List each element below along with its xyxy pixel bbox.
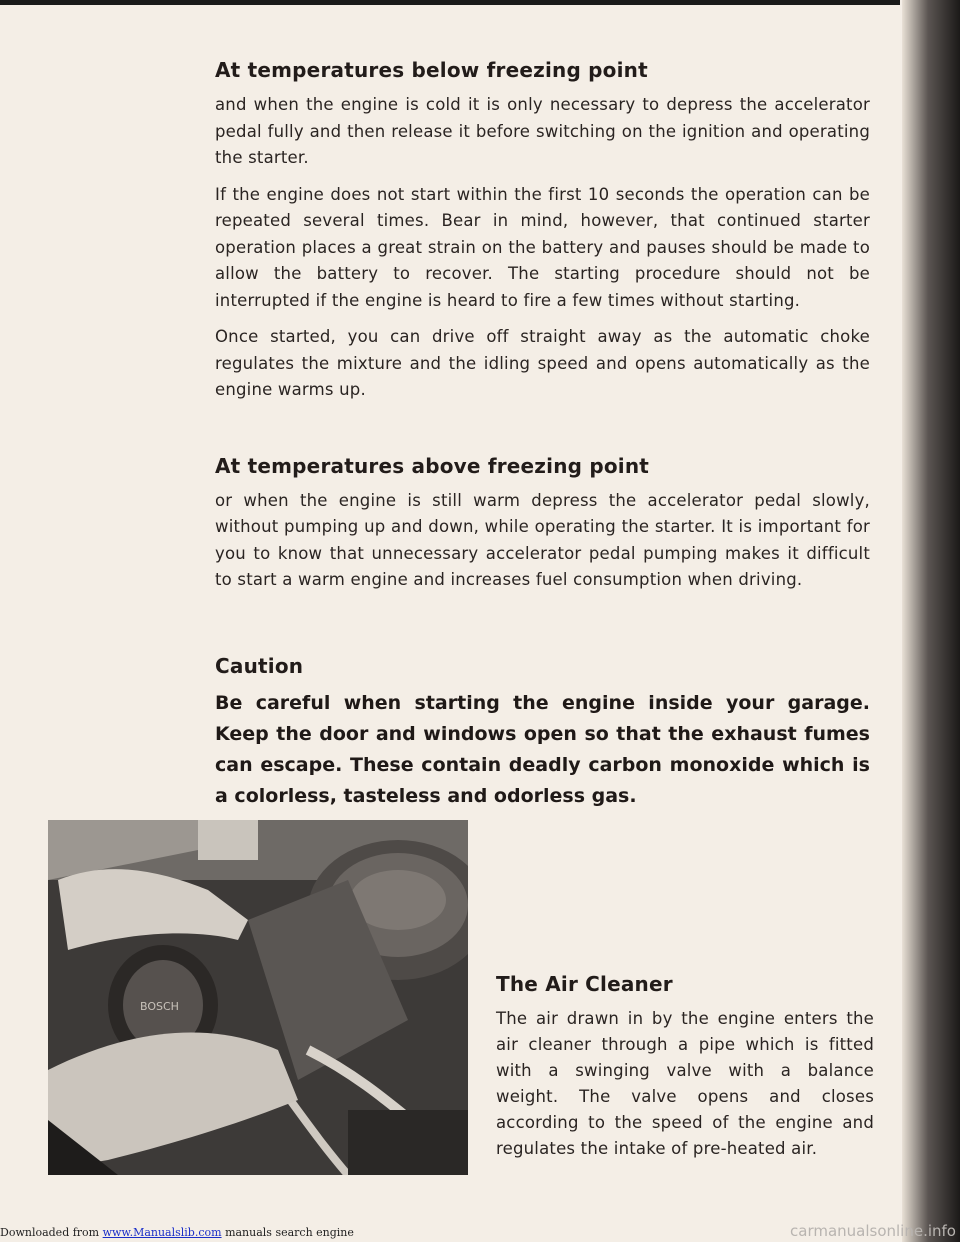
caution-warning-text: Be careful when starting the engine inside your garage. Keep the door and windows open so that the exhaust fumes can escape. These contain deadly carbon monoxide which is a colorless, tasteless and odorless gas. xyxy=(215,691,870,807)
paragraph-above-freezing: or when the engine is still warm depress the accelerator pedal slowly, without pumping up and down, while operating the starter. It is important for you to know that unnecessary accelerator pedal pumping makes it difficult to start a warm engine and increases fuel consumption when driving. xyxy=(215,490,870,589)
page-content xyxy=(215,58,870,812)
air-cleaner-description: The air drawn in by the engine enters the air cleaner through a pipe which is fitted with a swinging valve with a balance weight. The valve opens and closes according to the speed of the engine and regulates the intake of pre-heated air. xyxy=(496,1009,874,1158)
heading-air-cleaner: The Air Cleaner xyxy=(496,972,673,996)
air-cleaner-section xyxy=(496,972,874,1162)
manualslib-link[interactable]: www.Manualslib.com xyxy=(102,1226,222,1239)
bosch-label: BOSCH xyxy=(140,1000,179,1013)
page-edge-shadow xyxy=(902,0,960,1242)
footer-suffix: manuals search engine xyxy=(225,1226,354,1239)
footer-prefix: Downloaded from xyxy=(0,1226,100,1239)
heading-above-freezing: At temperatures above freezing point xyxy=(215,453,650,478)
download-footer xyxy=(0,1226,354,1239)
paragraph-below-freezing-1: and when the engine is cold it is only necessary to depress the accelerator pedal fully and then release it before switching on the ignition and operating the starter. xyxy=(215,95,870,167)
watermark: carmanualsonline.info xyxy=(790,1222,956,1240)
engine-photo-illustration xyxy=(48,820,468,1175)
top-rule xyxy=(0,0,900,5)
paragraph-below-freezing-3: Once started, you can drive off straight away as the automatic choke regulates the mixture and the idling speed and opens automatically as the engine warms up. xyxy=(215,327,870,399)
paragraph-below-freezing-2: If the engine does not start within the first 10 seconds the operation can be repeated several times. Bear in mind, however, that continued starter operation places a great strain on the battery and pauses should be made to allow the battery to recover. The starting procedure should not be interrupted if the engine is heard to fire a few times without starting. xyxy=(215,184,870,310)
heading-below-freezing: At temperatures below freezing point xyxy=(215,58,648,82)
engine-air-cleaner-photo xyxy=(48,820,468,1175)
heading-caution: Caution xyxy=(215,653,304,678)
